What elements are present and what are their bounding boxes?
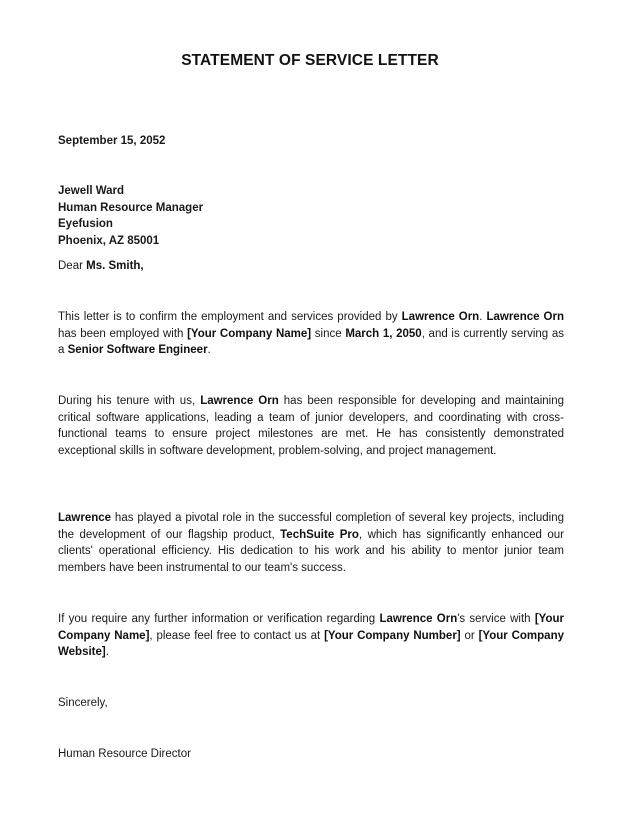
p1-text-5: , and is currently serving as a: [58, 327, 564, 357]
p3-text-1: has played a pivotal role in the successful completion of several key projects, including the development of our flagship product,: [58, 512, 564, 541]
p1-text-4: since: [311, 327, 346, 340]
recipient-position: Human Resource Manager: [58, 201, 204, 214]
employee-name: Lawrence Orn: [379, 613, 458, 625]
p4-text-4: or: [460, 629, 479, 642]
p2-text-2: has been responsible for developing and maintaining critical software applications, leading a team of junior developers, and coordinating with cross-functional teams to ensure project milestones are met. He has consistently demonstrated exceptional skills in software development, problem-solving, and project management.: [58, 395, 565, 457]
job-title: Senior Software Engineer: [67, 344, 208, 357]
closing: Sincerely,: [58, 697, 108, 709]
p4-text-5: .: [105, 646, 109, 659]
employee-name: Lawrence Orn: [486, 311, 564, 323]
paragraph-achievements: [58, 510, 564, 576]
company-name-placeholder: [Your Company Name]: [187, 327, 312, 340]
p4-text-3: , please feel free to contact us at: [149, 629, 325, 642]
employee-name: Lawrence Orn: [401, 311, 480, 323]
company-name-placeholder: [Your Company Name]: [58, 613, 564, 642]
recipient-company: Eyefusion: [58, 218, 113, 231]
salutation: [58, 258, 564, 275]
paragraph-contact: [58, 611, 564, 661]
letter-date: September 15, 2052: [58, 135, 166, 147]
p2-text-1: During his tenure with us,: [58, 395, 201, 407]
recipient-name: Jewell Ward: [58, 185, 125, 197]
start-date: March 1, 2050: [345, 327, 422, 340]
p4-text-2: 's service with: [457, 613, 535, 625]
p4-text-1: If you require any further information or verification regarding: [58, 613, 380, 625]
company-website-placeholder: [Your Company Website]: [58, 629, 564, 659]
product-name: TechSuite Pro: [280, 528, 359, 541]
document-title: STATEMENT OF SERVICE LETTER: [181, 52, 439, 69]
p1-text-3: has been employed with: [58, 327, 188, 340]
employee-name: Lawrence Orn: [200, 395, 279, 407]
salutation-prefix: Dear: [58, 260, 87, 272]
paragraph-responsibilities: [58, 393, 564, 459]
p1-text-6: .: [207, 344, 211, 357]
p3-text-2: , which has significantly enhanced our clients' operational efficiency. His dedication to his work and his ability to mentor junior team members have been instrumental to our team's success.: [58, 528, 565, 574]
p1-text-1: This letter is to confirm the employment and services provided by: [58, 311, 402, 323]
p1-text-2: .: [479, 311, 487, 323]
salutation-name: Ms. Smith,: [86, 260, 144, 272]
employee-first-name: Lawrence: [58, 512, 112, 524]
paragraph-employment: [58, 309, 564, 359]
signature-title: Human Resource Director: [58, 748, 191, 760]
recipient-city: Phoenix, AZ 85001: [58, 234, 160, 247]
company-number-placeholder: [Your Company Number]: [324, 629, 461, 642]
recipient-address: [58, 183, 564, 249]
